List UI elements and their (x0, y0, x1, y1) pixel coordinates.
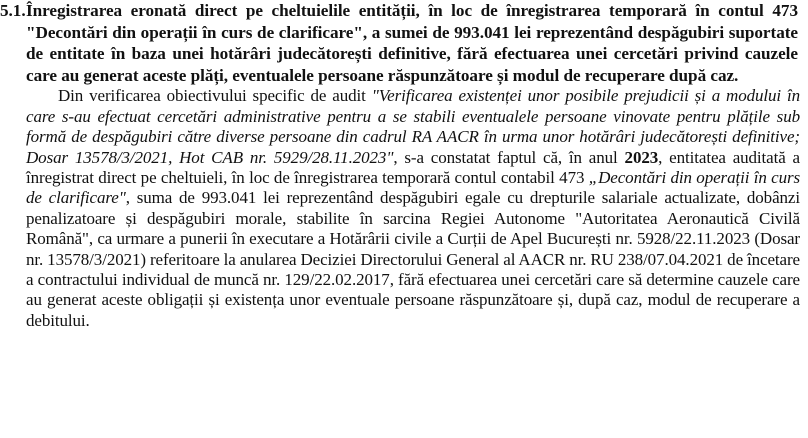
section-number: 5.1. (0, 1, 26, 20)
account-name-quote: „Decontări din operații în curs de clarificare" (26, 168, 800, 208)
paragraph-recording: , entitatea auditată a înregistrat direct pe cheltuieli, în loc de înregistrarea temporară contul contabil 473 (26, 147, 800, 187)
paragraph-intro: Din verificarea obiectivului specific de audit (58, 86, 372, 106)
section-title: Înregistrarea eronată direct pe cheltuielile entității, în loc de înregistrarea temporară în contul 473 "Decontări din operații în curs de clarificare", a sumei de 993.041 lei reprezentând despăgubiri suportate de entitate în baza unei hotărâri judecătorești definitive, fără efectuarea unei cercetări privind cauzele care au generat aceste plăți, eventualele persoane răspunzătoare și modul de recuperare după caz. (26, 1, 798, 85)
section-heading (0, 0, 808, 86)
paragraph-finding: , s-a constatat faptul că, în anul (393, 147, 625, 167)
audit-objective-quote: "Verificarea existenței unor posibile prejudicii și a modului în care s-au efectuat cercetări administrative pentru a se stabili eventualele persoane vinovate pentru plățile sub formă de despăgubiri către diverse persoane din cadrul RA AACR în urma unor hotărâri judecătorești definitive; Dosar 13578/3/2021, Hot CAB nr. 5929/28.11.2023" (26, 86, 800, 167)
audit-year: 2023 (624, 147, 659, 167)
body-paragraph (0, 86, 808, 331)
paragraph-details: , suma de 993.041 lei reprezentând despăgubiri egale cu drepturile salariale actualizate, dobânzi penalizatoare și despăgubiri morale, stabilite în sarcina Regiei Autonome "Autoritatea Aeronautică Civilă Română", ca urmare a punerii în executare a Hotărârii civile a Curții de Apel București nr. 5928/22.11.2023 (Dosar nr. 13578/3/2021) referitoare la anularea Deciziei Directorului General al AACR nr. RU 238/07.04.2021 de încetare a contractului individual de muncă nr. 129/22.02.2017, fără efectuarea unei cercetări care să determine cauzele care au generat aceste obligații și existența unor eventuale persoane răspunzătoare și, după caz, modul de recuperare a debitului. (26, 188, 801, 330)
